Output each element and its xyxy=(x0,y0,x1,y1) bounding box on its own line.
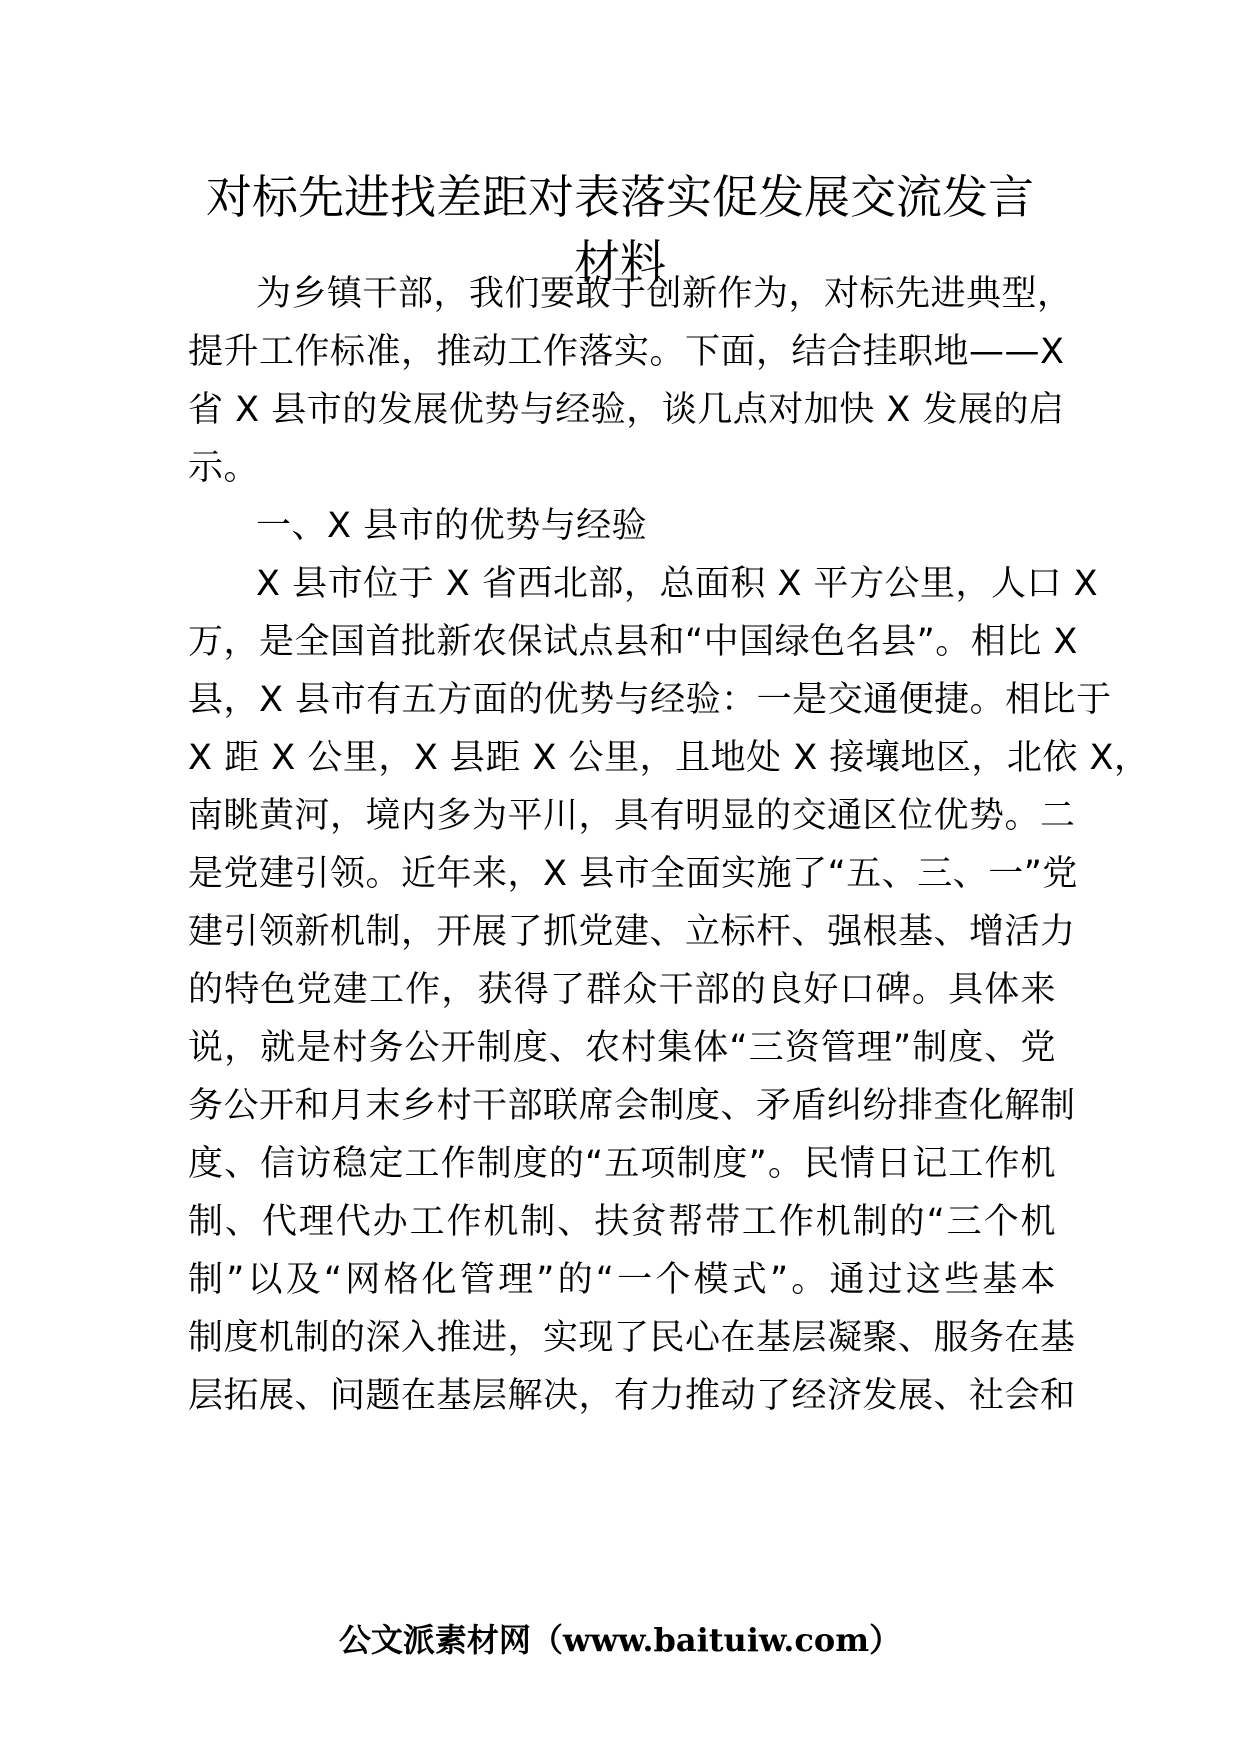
paragraph-line: 万，是全国首批新农保试点县和“中国绿色名县”。相比 X xyxy=(188,622,1078,662)
paragraph-line: 务公开和月末乡村干部联席会制度、矛盾纠纷排查化解制 xyxy=(188,1086,1076,1126)
paragraph-line: 南眺黄河，境内多为平川，具有明显的交通区位优势。二 xyxy=(188,796,1076,836)
paragraph-line: 制”以及“网格化管理”的“一个模式”。通过这些基本 xyxy=(188,1260,1056,1300)
paragraph-line: 度、信访稳定工作制度的“五项制度”。民情日记工作机 xyxy=(188,1144,1056,1184)
paragraph-line: 为乡镇干部，我们要敢于创新作为，对标先进典型， xyxy=(256,274,1073,314)
paragraph-line: X 县市位于 X 省西北部，总面积 X 平方公里，人口 X xyxy=(256,564,1099,604)
section-heading: 一、X 县市的优势与经验 xyxy=(256,506,648,546)
paragraph-line: 层拓展、问题在基层解决，有力推动了经济发展、社会和 xyxy=(188,1376,1076,1416)
paragraph-line: 省 X 县市的发展优势与经验，谈几点对加快 X 发展的启 xyxy=(188,390,1065,430)
paragraph-line: 是党建引领。近年来，X 县市全面实施了“五、三、一”党 xyxy=(188,854,1078,894)
paragraph-line: 制度机制的深入推进，实现了民心在基层凝聚、服务在基 xyxy=(188,1318,1076,1358)
paragraph-line: 提升工作标准，推动工作落实。下面，结合挂职地——X xyxy=(188,332,1065,372)
paragraph-line: 县，X 县市有五方面的优势与经验：一是交通便捷。相比于 xyxy=(188,680,1112,720)
document-title-line-2: 材料 xyxy=(574,235,666,289)
paragraph-line: X 距 X 公里，X 县距 X 公里，且地处 X 接壤地区，北依 X， xyxy=(188,738,1150,778)
paragraph-line: 的特色党建工作，获得了群众干部的良好口碑。具体来 xyxy=(188,970,1056,1010)
paragraph-line: 示。 xyxy=(188,448,260,488)
footer-source: 公文派素材网（www.baituiw.com） xyxy=(338,1621,902,1659)
document-title-line-1: 对标先进找差距对表落实促发展交流发言 xyxy=(206,170,1034,224)
paragraph-line: 说，就是村务公开制度、农村集体“三资管理”制度、党 xyxy=(188,1028,1056,1068)
paragraph-line: 建引领新机制，开展了抓党建、立标杆、强根基、增活力 xyxy=(188,912,1076,952)
paragraph-line: 制、代理代办工作机制、扶贫帮带工作机制的“三个机 xyxy=(188,1202,1056,1242)
